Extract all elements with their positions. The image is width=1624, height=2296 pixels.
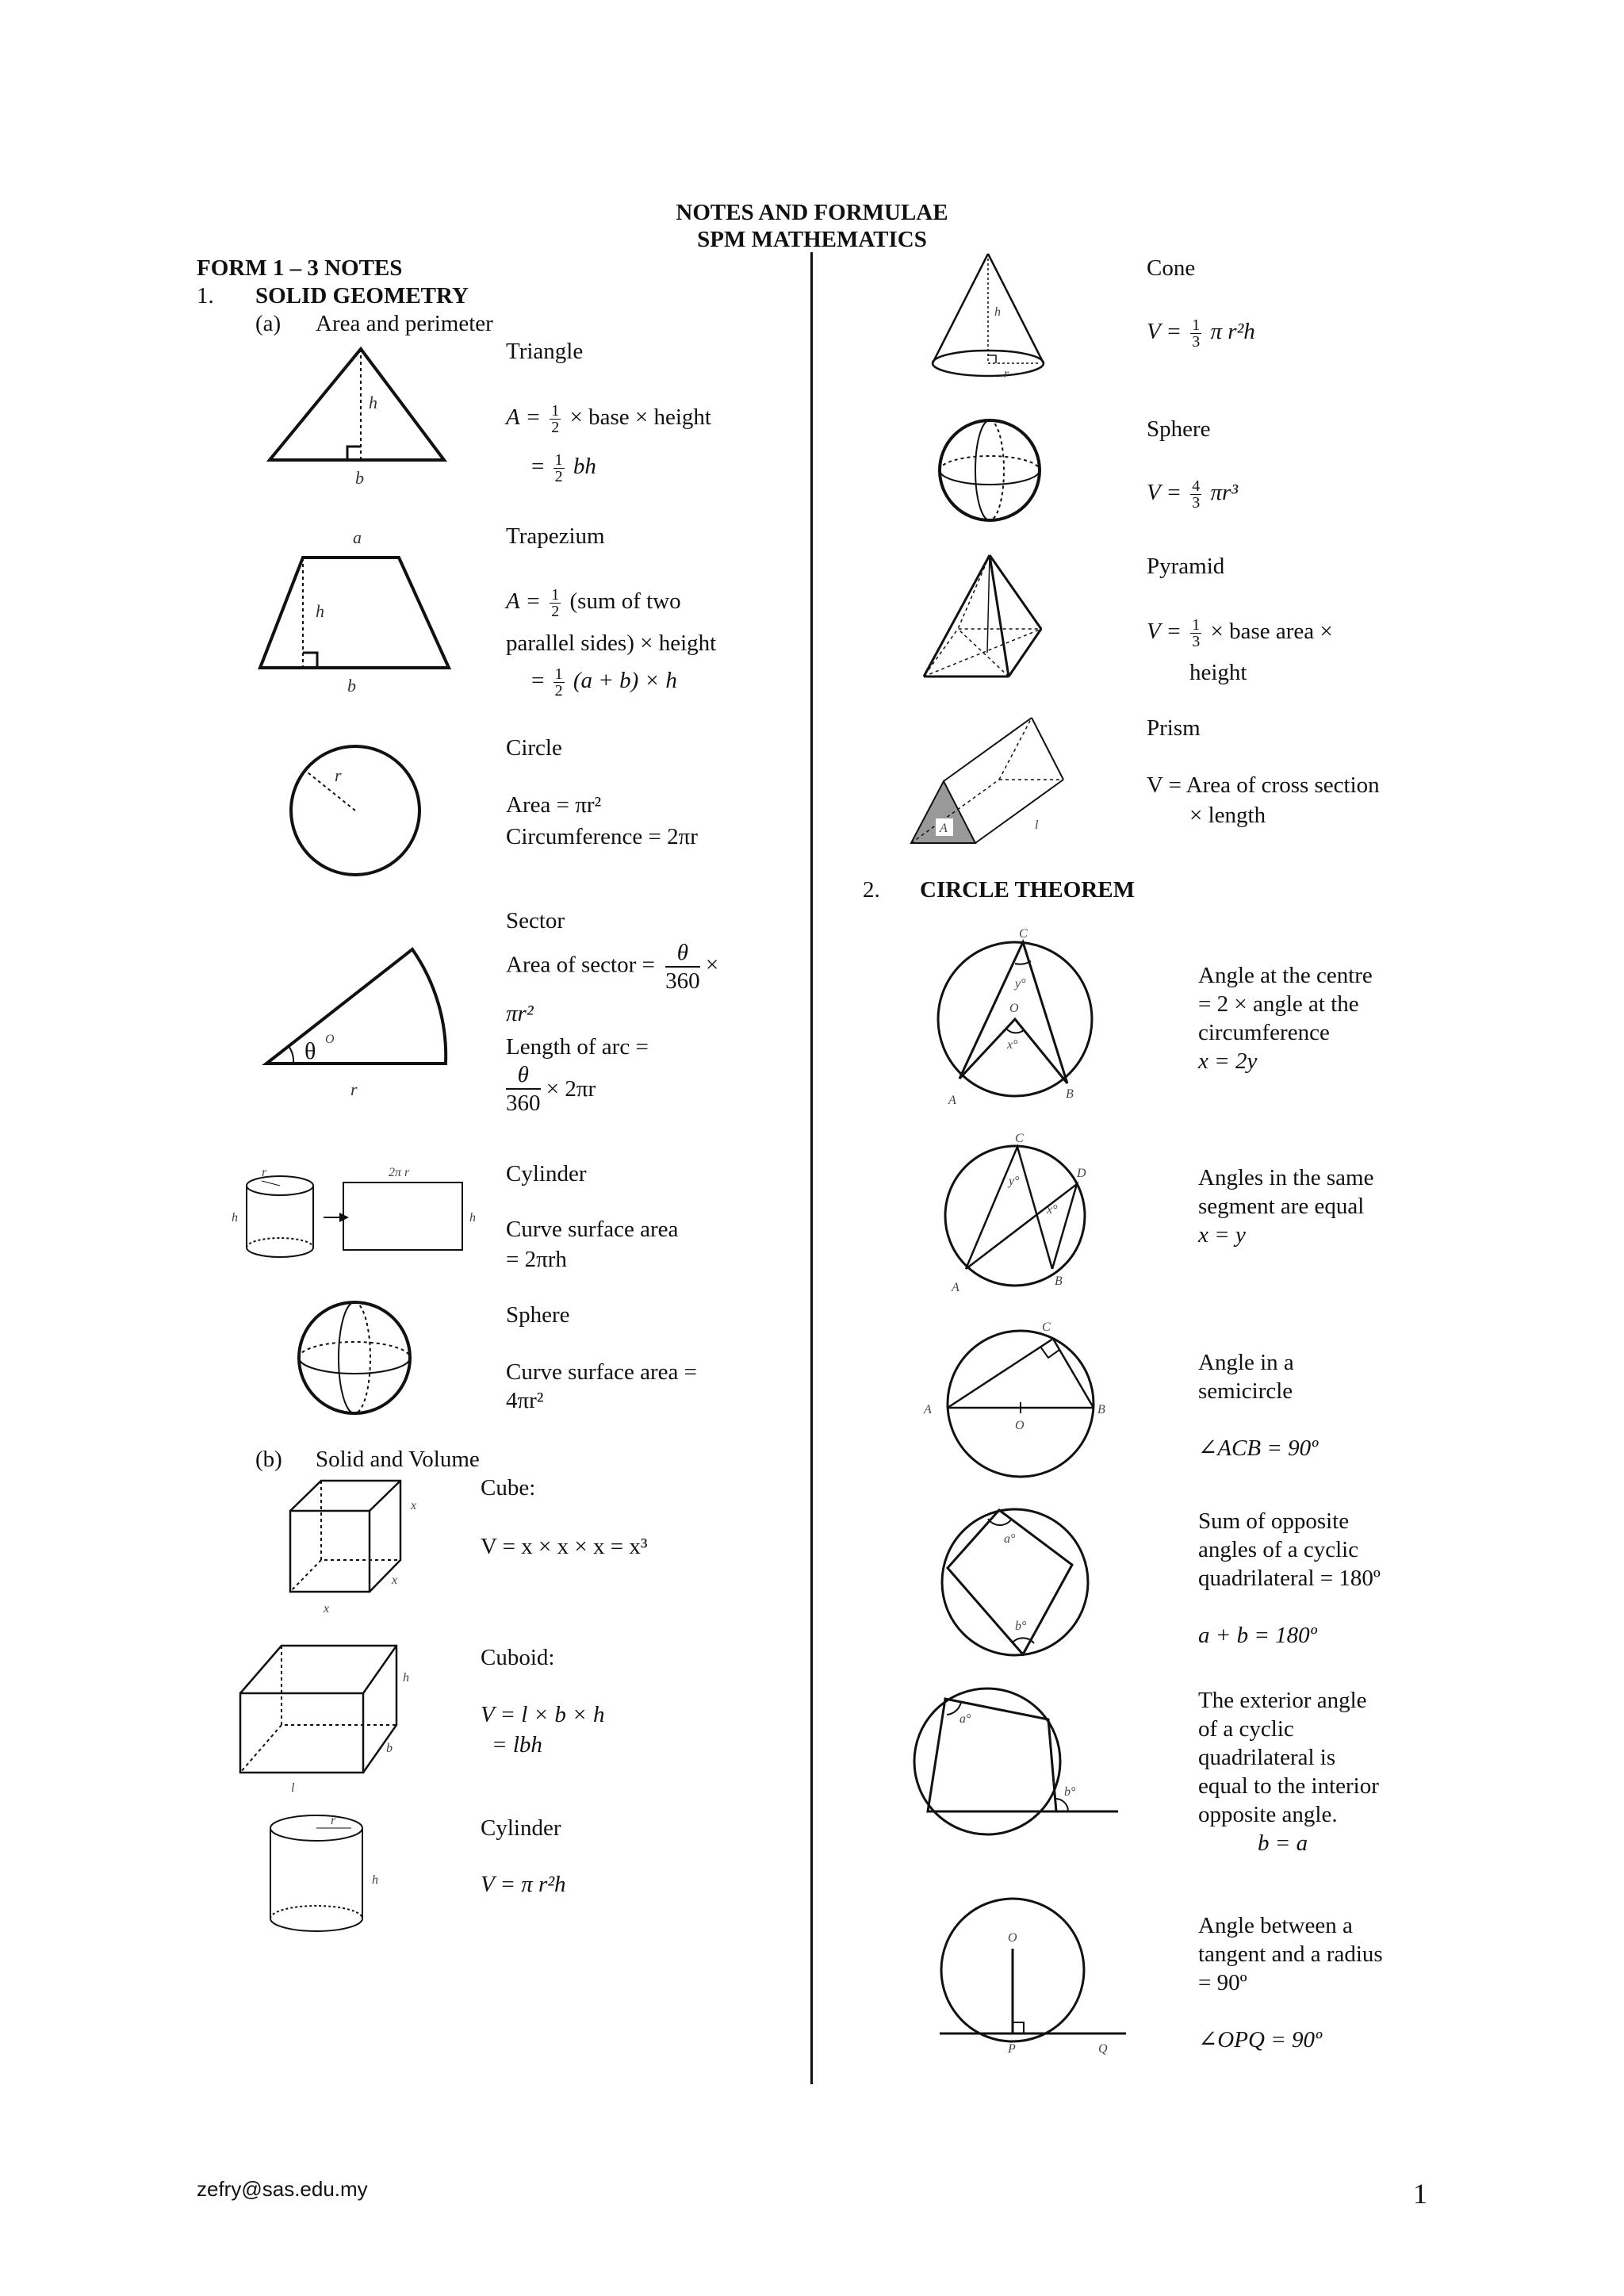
theorem1-text bbox=[1198, 961, 1373, 1075]
trapezium-area-prefix: A = bbox=[506, 588, 542, 615]
cuboid-label-h: h bbox=[403, 1671, 409, 1685]
cuboid-label-b: b bbox=[386, 1742, 393, 1755]
cone-prefix: V = bbox=[1147, 319, 1182, 345]
cylinder-volume-figure bbox=[266, 1812, 393, 1939]
sector-label-o: O bbox=[325, 1033, 335, 1046]
triangle-figure bbox=[262, 341, 452, 492]
theorem1-line3: circumference bbox=[1198, 1020, 1330, 1045]
t2-label-c: C bbox=[1015, 1132, 1024, 1145]
sector-name: Sector bbox=[506, 908, 565, 933]
pyramid-name: Pyramid bbox=[1147, 554, 1225, 579]
sector-label-r: r bbox=[350, 1079, 358, 1099]
footer-email: zefry@sas.edu.my bbox=[197, 2177, 368, 2201]
triangle-area-prefix: A = bbox=[506, 404, 542, 431]
theorem4-line4 bbox=[1198, 1593, 1381, 1621]
title-line-2: SPM MATHEMATICS bbox=[697, 227, 927, 252]
sector-pir2: πr² bbox=[506, 1001, 534, 1026]
arc-360: 360 bbox=[506, 1091, 541, 1116]
theorem4-line1: Sum of opposite bbox=[1198, 1508, 1350, 1534]
sector-figure bbox=[262, 940, 468, 1098]
cuboid-figure bbox=[234, 1638, 424, 1796]
theorem3-line3 bbox=[1198, 1405, 1318, 1434]
sector-360: 360 bbox=[665, 968, 700, 994]
cube-label-x2: x bbox=[392, 1573, 398, 1587]
cube-figure bbox=[278, 1471, 436, 1618]
section2-title: CIRCLE THEOREM bbox=[920, 877, 1135, 903]
column-divider bbox=[810, 252, 813, 2084]
pyramid-formula bbox=[1147, 617, 1333, 650]
cuboid-formula-2: = lbh bbox=[492, 1732, 542, 1757]
prism-figure bbox=[908, 714, 1067, 849]
sector-label-theta: θ bbox=[304, 1038, 316, 1064]
pyramid-fraction bbox=[1190, 617, 1201, 650]
sub-b-label: (b) bbox=[255, 1447, 282, 1472]
theorem4-line5: a + b = 180º bbox=[1198, 1623, 1317, 1648]
cone-formula bbox=[1147, 317, 1255, 350]
sub-a-label: (a) bbox=[255, 311, 282, 336]
cone-figure bbox=[928, 252, 1055, 387]
t1-label-a: A bbox=[948, 1094, 956, 1107]
theorem4-figure bbox=[936, 1503, 1094, 1662]
trapezium-label-h: h bbox=[316, 601, 324, 621]
theorem5-line2: of a cyclic bbox=[1198, 1716, 1294, 1742]
theorem6-line3: = 90º bbox=[1198, 1970, 1247, 1995]
trapezium-label-b: b bbox=[347, 676, 356, 696]
cone-label-r: r bbox=[1004, 367, 1009, 381]
half-denominator-3: 2 bbox=[551, 603, 560, 620]
half-numerator-4: 1 bbox=[554, 665, 563, 683]
theorem1-line4: x = 2y bbox=[1198, 1048, 1258, 1074]
half-fraction bbox=[550, 403, 561, 435]
sphere-vol-formula bbox=[1147, 478, 1238, 511]
section2-number: 2. bbox=[863, 877, 880, 903]
sphere-area-line2: 4πr² bbox=[506, 1388, 544, 1413]
theorem6-text bbox=[1198, 1911, 1383, 2054]
sub-a-title: Area and perimeter bbox=[316, 311, 493, 336]
prism-line2: × length bbox=[1189, 803, 1266, 828]
triangle-area-formula bbox=[506, 403, 711, 435]
sector-theta: θ bbox=[665, 939, 700, 968]
cylinder-area-line2: = 2πrh bbox=[506, 1247, 567, 1272]
cone-rest: π r²h bbox=[1210, 319, 1255, 345]
t1-label-c: C bbox=[1019, 927, 1028, 941]
theorem1-figure bbox=[936, 928, 1094, 1110]
triangle-name: Triangle bbox=[506, 339, 584, 364]
triangle-area-formula-2 bbox=[531, 452, 596, 485]
cylinder-vol-formula: V = π r²h bbox=[481, 1872, 566, 1897]
arc-theta-fraction bbox=[506, 1061, 541, 1117]
cylinder-net-label-2pir: 2π r bbox=[389, 1166, 410, 1179]
trapezium-area3-text: (a + b) × h bbox=[573, 668, 677, 694]
circle-name: Circle bbox=[506, 735, 562, 761]
t1-label-o: O bbox=[1009, 1002, 1019, 1015]
cube-label-x1: x bbox=[411, 1499, 417, 1512]
half-numerator-3: 1 bbox=[551, 586, 560, 604]
theorem3-text bbox=[1198, 1348, 1318, 1462]
cylinder-vol-label-r: r bbox=[331, 1814, 336, 1827]
theorem3-line2: semicircle bbox=[1198, 1378, 1293, 1404]
t1-label-x: x° bbox=[1007, 1038, 1018, 1052]
triangle-area2-eq: = bbox=[531, 454, 545, 480]
theorem4-text bbox=[1198, 1507, 1381, 1650]
t5-label-a: a° bbox=[959, 1712, 971, 1726]
cone-fraction bbox=[1190, 317, 1201, 350]
half-fraction-4 bbox=[553, 666, 565, 699]
theorem2-line3: x = y bbox=[1198, 1222, 1246, 1248]
sphere-area-line1: Curve surface area = bbox=[506, 1359, 697, 1385]
sphere-vol-name: Sphere bbox=[1147, 416, 1211, 442]
theorem4-line3: quadrilateral = 180º bbox=[1198, 1566, 1381, 1591]
t1-label-y: y° bbox=[1015, 977, 1026, 991]
sphere-area-figure bbox=[297, 1301, 416, 1420]
theorem6-line1: Angle between a bbox=[1198, 1913, 1353, 1938]
theorem6-line4 bbox=[1198, 1997, 1383, 2026]
theorem2-line1: Angles in the same bbox=[1198, 1165, 1374, 1190]
t6-label-q: Q bbox=[1098, 2042, 1108, 2056]
pyramid-rest: × base area × bbox=[1210, 619, 1333, 645]
half-numerator: 1 bbox=[551, 402, 560, 420]
theorem2-line2: segment are equal bbox=[1198, 1194, 1365, 1219]
trapezium-area-text: (sum of two bbox=[569, 588, 681, 615]
sphere-frac-d: 3 bbox=[1192, 494, 1201, 512]
theorem4-line2: angles of a cyclic bbox=[1198, 1537, 1359, 1562]
theorem5-text bbox=[1198, 1686, 1379, 1857]
theorem1-line2: = 2 × angle at the bbox=[1198, 991, 1359, 1017]
theorem6-line2: tangent and a radius bbox=[1198, 1941, 1383, 1967]
pyramid-prefix: V = bbox=[1147, 619, 1182, 645]
sector-arc-formula bbox=[506, 1061, 596, 1117]
cube-name: Cube: bbox=[481, 1475, 536, 1501]
theorem2-text bbox=[1198, 1163, 1373, 1249]
cone-name: Cone bbox=[1147, 255, 1196, 281]
theorem5-line3: quadrilateral is bbox=[1198, 1745, 1336, 1770]
sector-theta-fraction bbox=[665, 939, 700, 995]
t5-label-b: b° bbox=[1064, 1785, 1076, 1799]
t3-label-c: C bbox=[1042, 1320, 1051, 1334]
pyramid-frac-n: 1 bbox=[1192, 616, 1201, 634]
pyramid-line2: height bbox=[1189, 660, 1247, 685]
t3-label-a: A bbox=[924, 1403, 932, 1416]
triangle-label-b: b bbox=[355, 468, 364, 488]
half-fraction-3 bbox=[550, 587, 561, 619]
triangle-area2-text: bh bbox=[573, 454, 596, 480]
section1-title: SOLID GEOMETRY bbox=[255, 283, 469, 309]
prism-label-a: A bbox=[940, 822, 948, 835]
triangle-area-text: × base × height bbox=[569, 404, 711, 431]
half-numerator-2: 1 bbox=[554, 451, 563, 469]
trapezium-area-formula bbox=[506, 587, 681, 619]
theorem3-line1: Angle in a bbox=[1198, 1350, 1294, 1375]
cylinder-net-figure bbox=[230, 1162, 492, 1265]
prism-label-l: l bbox=[1035, 818, 1039, 832]
page-number: 1 bbox=[1413, 2178, 1427, 2210]
trapezium-label-a: a bbox=[353, 527, 362, 547]
cuboid-label-l: l bbox=[291, 1781, 295, 1795]
t2-label-d: D bbox=[1077, 1167, 1086, 1180]
cuboid-formula-1: V = l × b × h bbox=[481, 1702, 605, 1727]
prism-name: Prism bbox=[1147, 715, 1201, 741]
cube-label-x3: x bbox=[324, 1602, 330, 1616]
cylinder-net-label-h2: h bbox=[469, 1211, 476, 1225]
t6-label-o: O bbox=[1008, 1931, 1017, 1945]
t2-label-y: y° bbox=[1009, 1175, 1020, 1188]
sector-times: × bbox=[705, 952, 719, 978]
sector-arc-suffix: × 2πr bbox=[546, 1076, 596, 1102]
theorem2-figure bbox=[936, 1133, 1094, 1299]
theorem3-figure bbox=[920, 1317, 1110, 1483]
cone-label-h: h bbox=[994, 305, 1001, 319]
half-denominator: 2 bbox=[551, 419, 560, 436]
theorem1-line1: Angle at the centre bbox=[1198, 963, 1373, 988]
sphere-vol-rest: πr³ bbox=[1210, 480, 1239, 506]
circle-circumference: Circumference = 2πr bbox=[506, 824, 698, 849]
title-line-1: NOTES AND FORMULAE bbox=[676, 200, 948, 225]
half-denominator-2: 2 bbox=[554, 468, 563, 485]
sphere-vol-prefix: V = bbox=[1147, 480, 1182, 506]
theorem5-line1: The exterior angle bbox=[1198, 1688, 1367, 1713]
t2-label-x: x° bbox=[1047, 1203, 1058, 1217]
arc-theta: θ bbox=[506, 1061, 541, 1090]
theorem5-line4: equal to the interior bbox=[1198, 1773, 1379, 1799]
t4-label-b: b° bbox=[1015, 1619, 1027, 1633]
pyramid-figure bbox=[922, 554, 1057, 684]
form-heading: FORM 1 – 3 NOTES bbox=[197, 255, 403, 281]
theorem5-line5: opposite angle. bbox=[1198, 1802, 1338, 1827]
cone-frac-d: 3 bbox=[1192, 333, 1201, 351]
triangle-label-h: h bbox=[369, 393, 377, 412]
sphere-vol-fraction bbox=[1190, 478, 1201, 511]
theorem5-figure bbox=[906, 1680, 1128, 1854]
cylinder-area-name: Cylinder bbox=[506, 1161, 587, 1186]
cylinder-net-label-r: r bbox=[262, 1166, 267, 1179]
prism-line1: V = Area of cross section bbox=[1147, 772, 1380, 798]
theorem6-figure bbox=[940, 1895, 1130, 2062]
sector-area-formula bbox=[506, 939, 718, 995]
trapezium-area-formula-3 bbox=[531, 666, 677, 699]
trapezium-name: Trapezium bbox=[506, 523, 605, 549]
cylinder-net-label-h: h bbox=[232, 1211, 238, 1225]
cylinder-vol-label-h: h bbox=[372, 1873, 378, 1887]
t1-label-b: B bbox=[1066, 1087, 1074, 1101]
sphere-volume-figure bbox=[937, 418, 1044, 524]
trapezium-area-line2: parallel sides) × height bbox=[506, 631, 717, 656]
cone-frac-n: 1 bbox=[1192, 316, 1201, 334]
circle-area: Area = πr² bbox=[506, 792, 602, 818]
t3-label-o: O bbox=[1015, 1419, 1025, 1432]
t2-label-a: A bbox=[952, 1281, 959, 1294]
t3-label-b: B bbox=[1097, 1403, 1105, 1416]
sector-arc-prefix: Length of arc = bbox=[506, 1034, 649, 1060]
sphere-frac-n: 4 bbox=[1192, 477, 1201, 495]
sub-b-title: Solid and Volume bbox=[316, 1447, 480, 1472]
cylinder-area-line1: Curve surface area bbox=[506, 1217, 679, 1242]
sector-area-prefix: Area of sector = bbox=[506, 952, 655, 978]
theorem3-line4: ∠ACB = 90º bbox=[1198, 1435, 1319, 1461]
circle-label-r: r bbox=[335, 765, 342, 785]
pyramid-frac-d: 3 bbox=[1192, 633, 1201, 650]
trapezium-figure bbox=[254, 523, 460, 698]
cylinder-vol-name: Cylinder bbox=[481, 1815, 561, 1841]
theorem6-line5: ∠OPQ = 90º bbox=[1198, 2027, 1322, 2053]
half-denominator-4: 2 bbox=[554, 682, 563, 700]
cuboid-name: Cuboid: bbox=[481, 1645, 555, 1670]
circle-figure bbox=[285, 746, 428, 880]
t2-label-b: B bbox=[1055, 1274, 1063, 1288]
sphere-area-name: Sphere bbox=[506, 1302, 570, 1328]
t4-label-a: a° bbox=[1004, 1532, 1016, 1546]
trapezium-area3-eq: = bbox=[531, 668, 545, 694]
t6-label-p: P bbox=[1008, 2042, 1016, 2056]
section1-number: 1. bbox=[197, 283, 214, 309]
cube-formula: V = x × x × x = x³ bbox=[481, 1534, 648, 1559]
theorem5-line6: b = a bbox=[1258, 1830, 1308, 1856]
half-fraction-2 bbox=[553, 452, 565, 485]
